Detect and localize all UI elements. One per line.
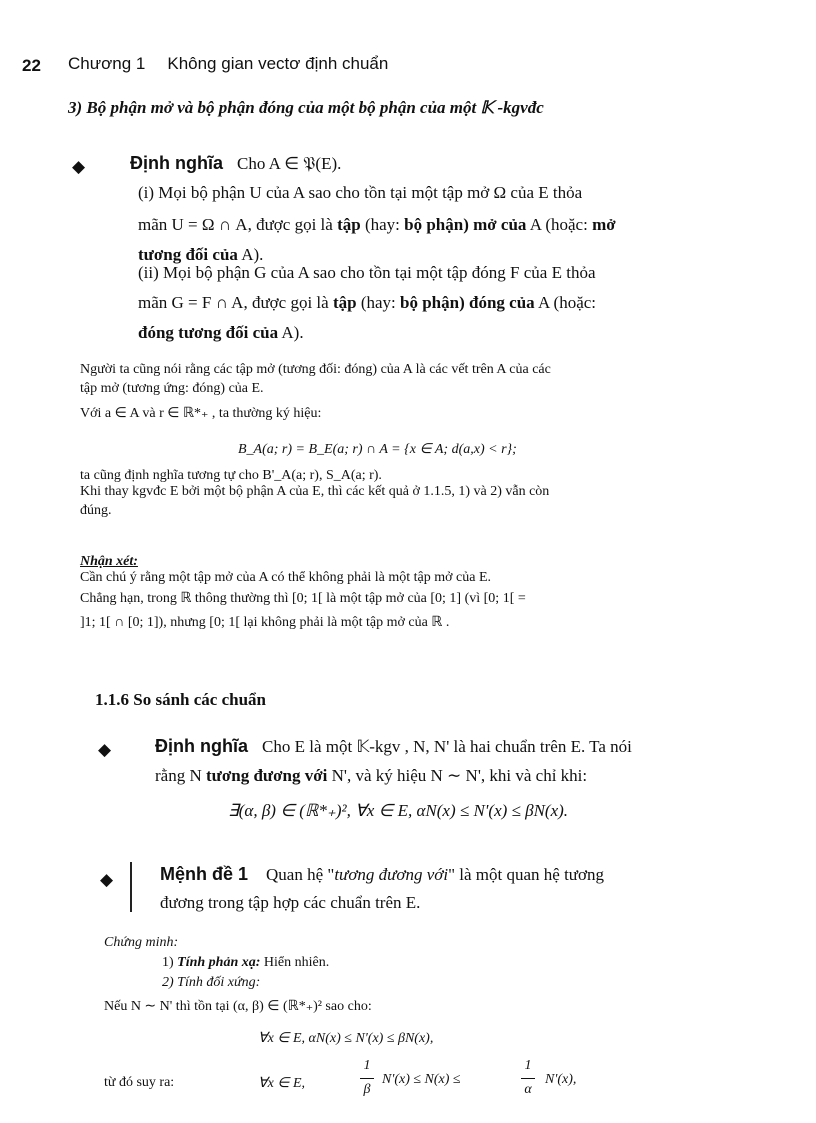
text-span: A (hoặc: <box>526 215 593 234</box>
definition-1-i-line1: (i) Mọi bộ phận U của A sao cho tồn tại một tập mở Ω của E thỏa <box>138 183 583 202</box>
definition-1-heading <box>130 153 341 174</box>
proof-formula2-prefix: ∀x ∈ E, <box>258 1076 306 1091</box>
proof-formula2-middle: N'(x) ≤ N(x) ≤ <box>382 1072 461 1087</box>
remark-line2: Chẳng hạn, trong ℝ thông thường thì [0; 1[ là một tập mở của [0; 1] (vì [0; 1[ = <box>80 591 526 606</box>
text-span: mãn U = Ω ∩ A, được gọi là <box>138 215 338 234</box>
definition-label: Định nghĩa <box>155 736 248 756</box>
chapter-title: Không gian vectơ định chuẩn <box>167 54 389 73</box>
definition-2-formula: ∃(α, β) ∈ (ℝ*₊)², ∀x ∈ E, αN(x) ≤ N'(x) ≤ βN(x). <box>228 801 569 820</box>
bold-term: đóng tương đối của <box>138 323 279 342</box>
proposition-label: Mệnh đề 1 <box>160 864 249 884</box>
proof-step2: 2) Tính đối xứng: <box>162 975 261 990</box>
chapter-label: Chương 1 <box>68 54 146 73</box>
definition-1-ii-line2 <box>138 293 596 313</box>
italic-term: tương đương với <box>334 865 449 884</box>
text-span: Cho E là một 𝕂-kgv , N, N' là hai chuẩn trên E. Ta nói <box>262 737 632 756</box>
text-span: A). <box>237 245 264 264</box>
fraction-1-bar <box>360 1078 374 1079</box>
definition-1-i-line2 <box>138 215 616 235</box>
bold-term: tương đối của <box>138 245 238 264</box>
remark-line3: ]1; 1[ ∩ [0; 1]), nhưng [0; 1[ lại không phải là một tập mở của ℝ . <box>80 615 450 630</box>
text-span: rằng N <box>155 766 206 785</box>
section-3-title: 3) Bộ phận mở và bộ phận đóng của một bộ phận của một 𝕂 -kgvđc <box>68 98 544 117</box>
para1-line5: Khi thay kgvđc E bởi một bộ phận A của E, thì các kết quả ở 1.1.5, 1) và 2) vẫn còn <box>80 484 550 499</box>
fraction-2-denominator: α <box>524 1082 532 1097</box>
proof-line1: Nếu N ∼ N' thì tồn tại (α, β) ∈ (ℝ*₊)² sao cho: <box>104 999 372 1014</box>
bold-term: tập <box>332 293 357 312</box>
text-span: (hay: <box>356 293 401 312</box>
proof-formula2-end: N'(x), <box>545 1072 577 1087</box>
para1-line6: đúng. <box>80 503 112 518</box>
proposition-1-line2: đương trong tập hợp các chuẩn trên E. <box>160 893 421 912</box>
italic-term: Tính phản xạ: <box>177 955 261 970</box>
definition-1-ii-line3 <box>138 323 304 343</box>
running-header <box>68 54 388 74</box>
text-span: A (hoặc: <box>534 293 597 312</box>
text-span: N', và ký hiệu N ∼ N', khi và chỉ khi: <box>327 766 588 785</box>
text-span: Hiển nhiên. <box>260 955 330 970</box>
text-span: " là một quan hệ tương <box>448 865 605 884</box>
definition-1-i-line3 <box>138 245 263 265</box>
fraction-2-bar <box>521 1078 535 1079</box>
text-span: (hay: <box>360 215 405 234</box>
text-span: Quan hệ " <box>266 865 335 884</box>
para1-formula: B_A(a; r) = B_E(a; r) ∩ A = {x ∈ A; d(a,x) < r}; <box>238 442 517 457</box>
remark-label: Nhận xét: <box>80 554 138 569</box>
proposition-bar <box>130 862 132 912</box>
bold-term: bộ phận) đóng của <box>400 293 535 312</box>
proposition-1-line1 <box>160 864 604 885</box>
para1-line4: ta cũng định nghĩa tương tự cho B'_A(a; r), S_A(a; r). <box>80 468 382 483</box>
text-span: A). <box>278 323 304 342</box>
diamond-bullet-icon: ◆ <box>98 740 112 759</box>
definition-2-line1 <box>155 736 632 757</box>
bold-term: tương đương với <box>205 766 328 785</box>
definition-1-ii-line1: (ii) Mọi bộ phận G của A sao cho tồn tại một tập đóng F của E thỏa <box>138 263 596 282</box>
bold-term: bộ phận) mở của <box>404 215 527 234</box>
text-span: mãn G = F ∩ A, được gọi là <box>138 293 333 312</box>
bold-term: mở <box>592 215 616 234</box>
page-number: 22 <box>22 56 41 75</box>
diamond-bullet-icon: ◆ <box>72 157 86 176</box>
fraction-1-denominator: β <box>363 1082 371 1097</box>
proof-label: Chứng minh: <box>104 935 179 950</box>
proof-line2: từ đó suy ra: <box>104 1075 175 1090</box>
fraction-2-numerator: 1 <box>524 1058 532 1073</box>
definition-intro: Cho A ∈ 𝔓(E). <box>237 154 342 173</box>
proof-formula1: ∀x ∈ E, αN(x) ≤ N'(x) ≤ βN(x), <box>258 1031 434 1046</box>
para1-line3: Với a ∈ A và r ∈ ℝ*₊ , ta thường ký hiệu: <box>80 406 322 421</box>
section-116-title: 1.1.6 So sánh các chuẩn <box>95 690 266 709</box>
text-span: 1) <box>162 955 178 970</box>
fraction-1-numerator: 1 <box>363 1058 371 1073</box>
definition-label: Định nghĩa <box>130 153 223 173</box>
remark-line1: Cần chú ý rằng một tập mở của A có thể không phải là một tập mở của E. <box>80 570 491 585</box>
diamond-bullet-icon: ◆ <box>100 870 114 889</box>
definition-2-line2 <box>155 766 587 786</box>
para1-line1: Người ta cũng nói rằng các tập mở (tương đối: đóng) của A là các vết trên A của các <box>80 362 551 377</box>
text-span <box>266 865 604 884</box>
para1-line2: tập mở (tương ứng: đóng) của E. <box>80 381 264 396</box>
bold-term: tập <box>337 215 361 234</box>
proof-step1 <box>162 955 329 971</box>
